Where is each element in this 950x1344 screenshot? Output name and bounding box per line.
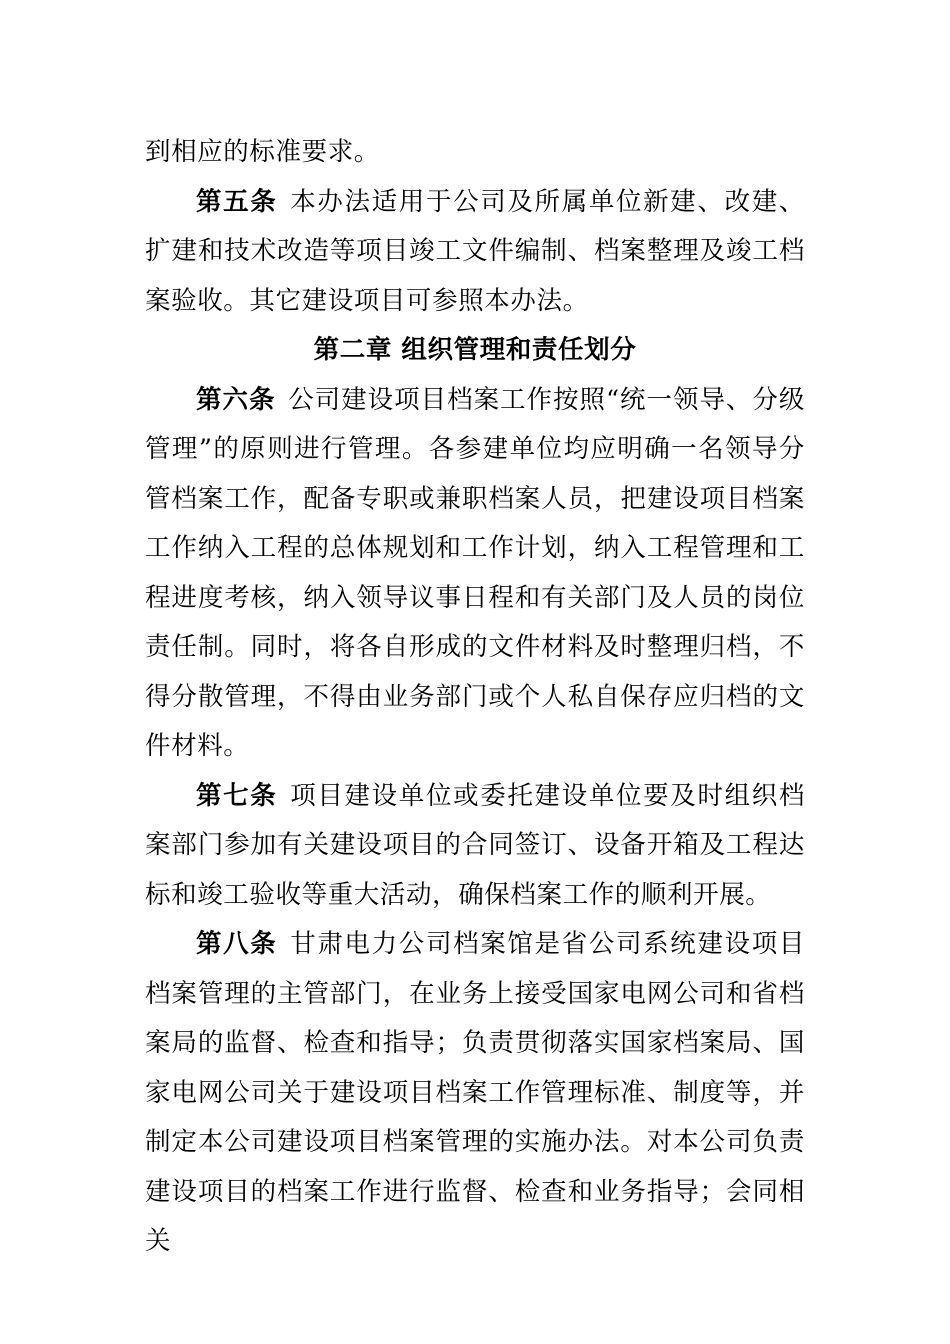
article-8 — [145, 920, 805, 1267]
continuation-text: 到相应的标准要求。 — [145, 137, 380, 167]
article-7-text: 项目建设单位或委托建设单位要及时组织档案部门参加有关建设项目的合同签订、设备开箱及工程达标和竣工验收等重大活动，确保档案工作的顺利开展。 — [145, 780, 805, 910]
article-8-text: 甘肃电力公司档案馆是省公司系统建设项目档案管理的主管部门，在业务上接受国家电网公司和省档案局的监督、检查和指导；负责贯彻落实国家档案局、国家电网公司关于建设项目档案工作管理标准、制度等，并制定本公司建设项目档案管理的实施办法。对本公司负责建设项目的档案工作进行监督、检查和业务指导；会同相关 — [145, 929, 805, 1256]
article-7 — [145, 772, 805, 921]
article-6 — [145, 376, 805, 772]
article-5-label: 第五条 — [196, 186, 278, 217]
article-7-label: 第七条 — [196, 780, 278, 811]
document-body — [145, 128, 805, 1267]
chapter-2-title: 第二章 组织管理和责任划分 — [313, 335, 637, 365]
article-8-label: 第八条 — [196, 929, 278, 959]
continuation-paragraph — [145, 128, 805, 178]
article-6-label: 第六条 — [196, 384, 276, 415]
article-5-text: 本办法适用于公司及所属单位新建、改建、扩建和技术改造等项目竣工文件编制、档案整理及竣工档案验收。其它建设项目可参照本办法。 — [145, 186, 805, 316]
article-5 — [145, 178, 805, 327]
article-6-text: 公司建设项目档案工作按照“统一领导、分级管理”的原则进行管理。各参建单位均应明确一名领导分管档案工作，配备专职或兼职档案人员，把建设项目档案工作纳入工程的总体规划和工作计划，纳入工程管理和工程进度考核，纳入领导议事日程和有关部门及人员的岗位责任制。同时，将各自形成的文件材料及时整理归档，不得分散管理，不得由业务部门或个人私自保存应归档的文件材料。 — [145, 384, 805, 761]
